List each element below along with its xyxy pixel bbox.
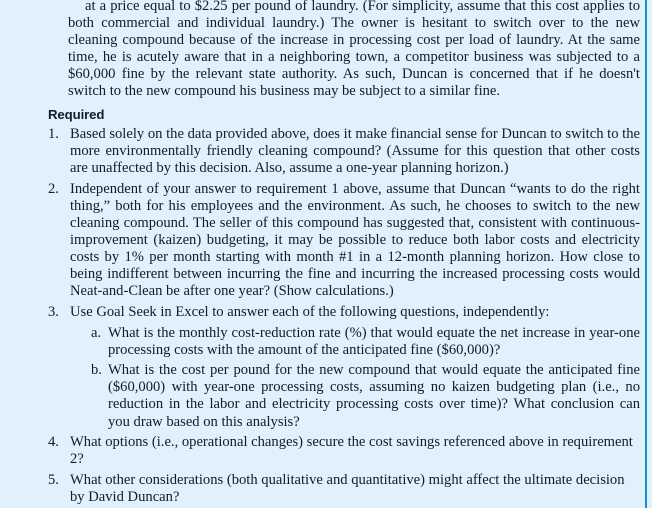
requirement-item-2 <box>48 181 640 301</box>
intro-paragraph: at a price equal to $2.25 per pound of laundry. (For simplicity, assume that this cost applies to both commercial and individual laundry.) The owner is hesitant to switch over to the new cleaning compound because of the increase in processing cost per load of laundry. At the same time, he is acutely aware that in a neighboring town, a competitor business was subjected to a $60,000 fine by the relevant state authority. As such, Duncan is concerned that if he doesn't switch to the new compound his business may be subject to a similar fine. <box>68 0 640 100</box>
list-marker: 2. <box>48 180 59 197</box>
requirement-item-5 <box>48 472 640 506</box>
list-marker: 1. <box>48 126 59 143</box>
list-marker: 3. <box>48 304 59 320</box>
list-marker: 4. <box>48 434 59 451</box>
requirement-item-4 <box>48 434 640 468</box>
page-content <box>48 0 640 506</box>
sublist-marker: b. <box>91 362 102 379</box>
requirement-text: Use Goal Seek in Excel to answer each of the following questions, independently: <box>70 304 550 320</box>
required-heading: Required <box>48 106 105 122</box>
sublist-marker: a. <box>91 324 102 341</box>
requirement-text: What is the monthly cost-reduction rate (%) that would equate the net increase in year-one processing costs with the amount of the anticipated fine ($60,000)? <box>108 324 640 358</box>
list-marker: 5. <box>48 471 59 488</box>
requirement-item-3a <box>91 325 640 359</box>
requirement-item-1 <box>48 126 640 177</box>
requirement-text: What is the cost per pound for the new compound that would equate the anticipated fine ($60,000) with year-one processing costs, assuming no kaizen budgeting plan (i.e., no reduction in the labor and electricity processing costs over time)? What conclusion can you draw based on this analysis? <box>108 362 640 430</box>
requirements-list <box>48 126 640 506</box>
requirement-text: What options (i.e., operational changes) secure the cost savings referenced above in requirement 2? <box>70 434 633 468</box>
requirement-text: Based solely on the data provided above, does it make financial sense for Duncan to switch to the more environmentally friendly cleaning compound? (Assume for this question that other costs are unaffected by this decision. Also, assume a one-year planning horizon.) <box>70 126 640 177</box>
requirement-3-sublist <box>70 325 640 431</box>
requirement-item-3b <box>91 362 640 430</box>
right-edge-rule <box>645 0 647 508</box>
requirement-item-3 <box>48 304 640 431</box>
requirement-text: Independent of your answer to requirement 1 above, assume that Duncan “wants to do the right thing,” both for his employees and the environment. As such, he chooses to switch to the new cleaning compound. The seller of this compound has suggested that, consistent with continuous-improvement (kaizen) budgeting, it may be possible to reduce both labor costs and electricity costs by 1% per month starting with month #1 in a 12-month planning horizon. How close to being indifferent between incurring the fine and incurring the increased processing costs would Neat-and-Clean be after one year? (Show calculations.) <box>70 180 640 300</box>
requirement-text: What other considerations (both qualitative and quantitative) might affect the ultimate decision by David Duncan? <box>70 471 625 505</box>
